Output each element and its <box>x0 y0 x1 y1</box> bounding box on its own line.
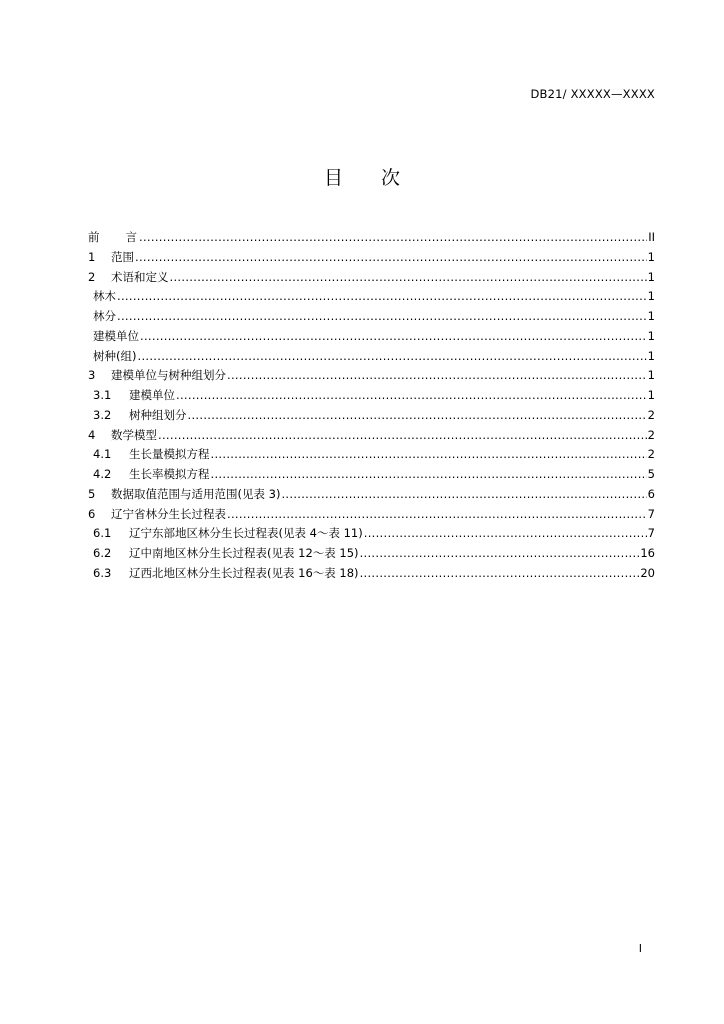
toc-entry-page: 20 <box>640 565 655 580</box>
toc-entry-page: 1 <box>647 328 655 343</box>
toc-dot-leader <box>227 366 647 386</box>
toc-entry-page: 6 <box>647 486 655 501</box>
toc-dot-leader <box>360 544 640 564</box>
toc-entry-page: 16 <box>640 546 655 560</box>
toc-entry-title: 林分 <box>93 309 116 323</box>
toc-entry-title: 生长量模拟方程 <box>129 447 210 462</box>
toc-entry[interactable] <box>88 406 655 426</box>
toc-entry[interactable] <box>88 268 655 288</box>
toc-entry-title: 数学模型 <box>111 427 157 442</box>
toc-entry-title: 辽中南地区林分生长过程表(见表 12～表 15) <box>129 546 359 560</box>
toc-entry-page: II <box>648 230 655 244</box>
toc-entry-page: 2 <box>647 447 655 462</box>
toc-entry-number: 1 <box>88 249 96 264</box>
toc-dot-leader <box>227 505 647 525</box>
page-number: I <box>638 942 642 955</box>
toc-entry-title: 生长率模拟方程 <box>129 467 210 481</box>
toc-entry-title: 建模单位与树种组划分 <box>111 368 226 383</box>
toc-entry-title: 辽西北地区林分生长过程表(见表 16～表 18) <box>129 565 359 580</box>
toc-entry-title: 林木 <box>93 289 116 304</box>
toc-dot-leader <box>139 228 647 248</box>
document-code: DB21/ XXXXX—XXXX <box>530 87 655 101</box>
toc-entry-title: 树种组划分 <box>129 407 187 422</box>
toc-entry-title: 辽宁东部地区林分生长过程表(见表 4～表 11) <box>129 526 363 541</box>
toc-entry[interactable] <box>88 228 655 248</box>
toc-entry-page: 2 <box>647 407 655 422</box>
toc-entry-page: 1 <box>647 368 655 383</box>
toc-entry[interactable] <box>88 505 655 525</box>
toc-dot-leader <box>211 465 647 485</box>
toc-dot-leader <box>137 347 646 367</box>
toc-entry-title: 术语和定义 <box>111 269 169 284</box>
toc-entry[interactable] <box>88 465 655 485</box>
toc-dot-leader <box>135 248 647 268</box>
toc-entry-title: 建模单位 <box>129 388 175 402</box>
toc-entry-number: 3.2 <box>93 407 112 422</box>
toc-entry-page: 1 <box>647 348 655 363</box>
toc-entry[interactable] <box>88 307 655 327</box>
toc-title: 目次 <box>323 167 438 189</box>
toc-entry[interactable] <box>88 544 655 564</box>
toc-entry-page: 2 <box>647 427 655 442</box>
toc-dot-leader <box>140 327 647 347</box>
toc-entry-page: 5 <box>647 467 655 481</box>
toc-entry-number: 6 <box>88 506 96 521</box>
toc-entry[interactable] <box>88 327 655 347</box>
toc-entry-number: 4.2 <box>93 467 112 481</box>
toc-entry-number: 2 <box>88 269 96 284</box>
toc-dot-leader <box>117 307 647 327</box>
toc-dot-leader <box>188 406 647 426</box>
toc-entry-number: 4.1 <box>93 447 112 462</box>
toc-entry-number: 3.1 <box>93 388 112 402</box>
toc-entry[interactable] <box>88 287 655 307</box>
toc-dot-leader <box>117 287 647 307</box>
toc-entry-title: 建模单位 <box>93 328 139 343</box>
toc-dot-leader <box>176 386 647 406</box>
toc-entry[interactable] <box>88 347 655 367</box>
toc-entry-title: 树种(组) <box>93 348 137 363</box>
toc-entry[interactable] <box>88 366 655 386</box>
toc-entry-title: 辽宁省林分生长过程表 <box>111 506 226 521</box>
toc-dot-leader <box>211 445 647 465</box>
toc-entry-page: 1 <box>647 269 655 284</box>
toc-entry-number: 6.2 <box>93 546 112 560</box>
toc-dot-leader <box>281 485 646 505</box>
toc-entry[interactable] <box>88 426 655 446</box>
toc-entry-title: 前言 <box>88 230 163 244</box>
toc-entry-title: 数据取值范围与适用范围(见表 3) <box>111 486 281 501</box>
toc-entry-number: 6.1 <box>93 526 112 541</box>
toc-entry[interactable] <box>88 386 655 406</box>
toc-entry-number: 3 <box>88 368 96 383</box>
toc-entry-page: 1 <box>647 388 655 402</box>
toc-entry-page: 1 <box>647 249 655 264</box>
toc-entry-number: 4 <box>88 427 96 442</box>
toc-dot-leader <box>364 524 647 544</box>
toc-dot-leader <box>170 268 647 288</box>
toc-entry[interactable] <box>88 445 655 465</box>
toc-entry-number: 5 <box>88 486 96 501</box>
toc-entry-page: 1 <box>647 289 655 304</box>
toc-dot-leader <box>360 564 640 584</box>
table-of-contents <box>88 228 655 584</box>
toc-entry[interactable] <box>88 485 655 505</box>
toc-entry[interactable] <box>88 248 655 268</box>
toc-entry[interactable] <box>88 564 655 584</box>
toc-dot-leader <box>158 426 647 446</box>
toc-entry-page: 1 <box>647 309 655 323</box>
toc-entry-page: 7 <box>647 526 655 541</box>
toc-entry-title: 范围 <box>111 249 134 264</box>
toc-entry-number: 6.3 <box>93 565 112 580</box>
toc-entry-page: 7 <box>647 506 655 521</box>
toc-entry[interactable] <box>88 524 655 544</box>
